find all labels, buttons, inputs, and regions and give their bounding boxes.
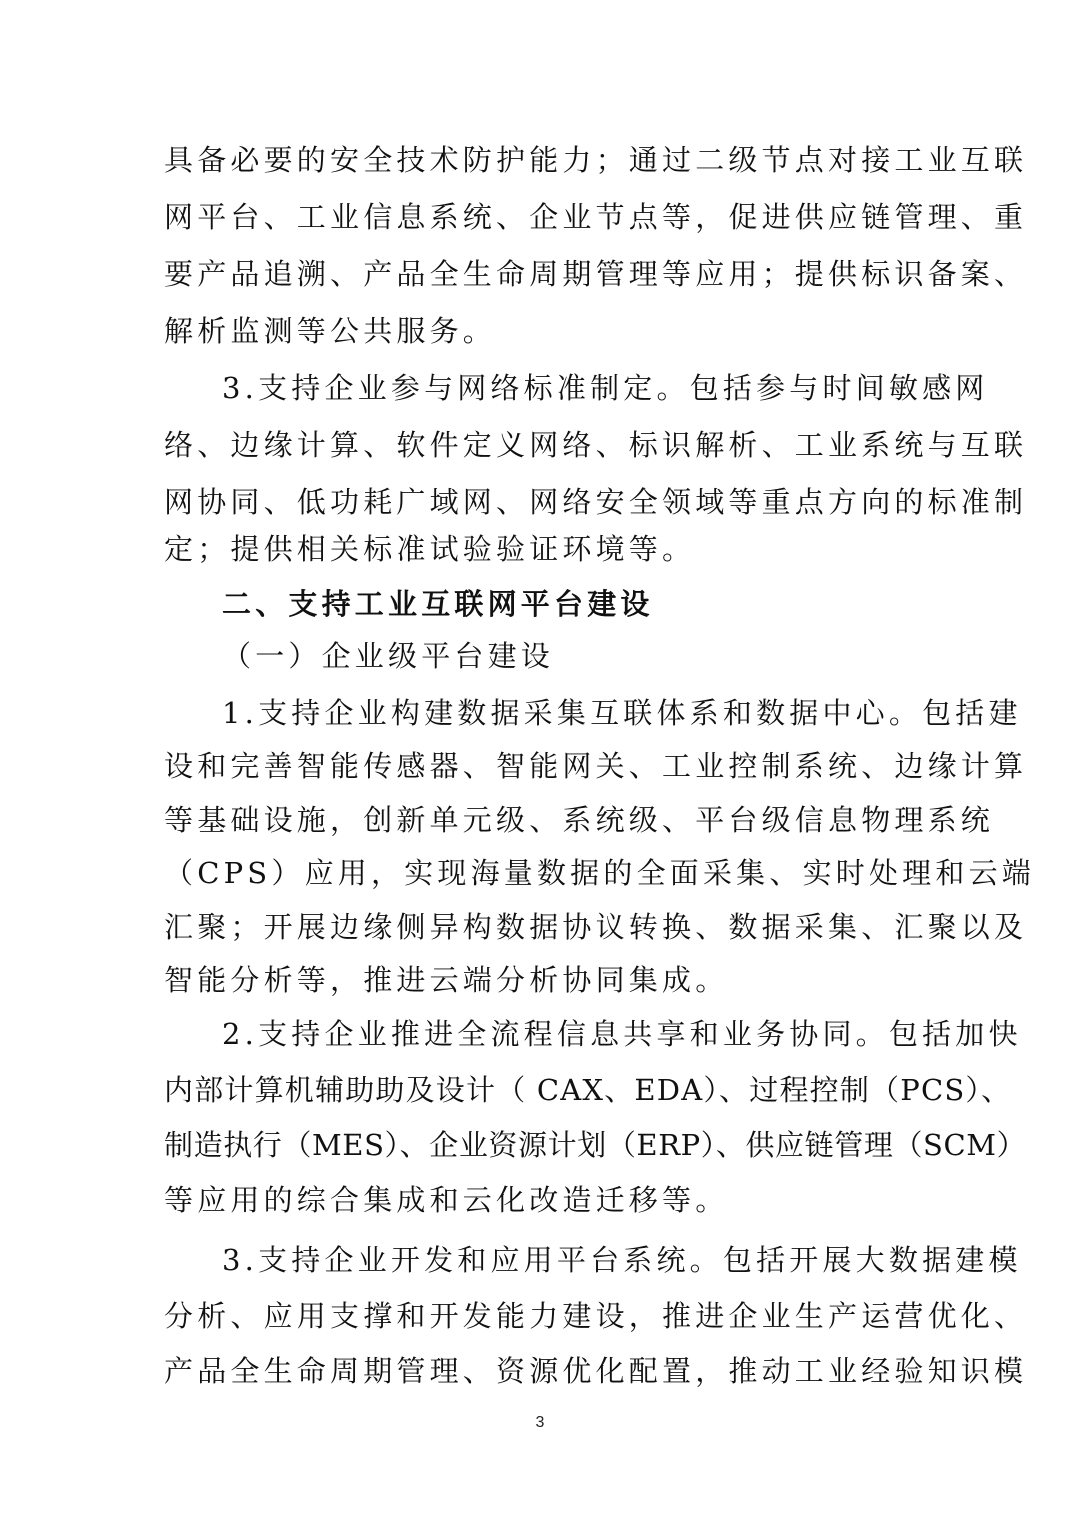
- text-line: 产品全生命周期管理、资源优化配置，推动工业经验知识模: [164, 1354, 1028, 1388]
- subsection-heading: （一）企业级平台建设: [222, 639, 555, 673]
- section-heading: 二、支持工业互联网平台建设: [222, 587, 654, 621]
- text-line: 分析、应用支撑和开发能力建设，推进企业生产运营优化、: [164, 1299, 1028, 1333]
- text-line: 络、边缘计算、软件定义网络、标识解析、工业系统与互联: [164, 428, 1028, 462]
- text-line: 定；提供相关标准试验验证环境等。: [164, 532, 696, 566]
- text-line: 汇聚；开展边缘侧异构数据协议转换、数据采集、汇聚以及: [164, 910, 1028, 944]
- text-line: 设和完善智能传感器、智能网关、工业控制系统、边缘计算: [164, 749, 1028, 783]
- paragraph-first-line: 1.支持企业构建数据采集互联体系和数据中心。包括建: [222, 696, 1022, 730]
- paragraph-first-line: 2.支持企业推进全流程信息共享和业务协同。包括加快: [222, 1017, 1022, 1051]
- text-line: 解析监测等公共服务。: [164, 314, 497, 348]
- text-line: 网平台、工业信息系统、企业节点等，促进供应链管理、重: [164, 200, 1028, 234]
- text-line: 智能分析等，推进云端分析协同集成。: [164, 963, 729, 997]
- text-line: 内部计算机辅助助及设计（ CAX、EDA）、过程控制（PCS）、: [164, 1073, 1012, 1107]
- page-number: 3: [535, 1414, 545, 1431]
- paragraph-first-line: 3.支持企业参与网络标准制定。包括参与时间敏感网: [222, 371, 989, 405]
- paragraph-first-line: 3.支持企业开发和应用平台系统。包括开展大数据建模: [222, 1243, 1022, 1277]
- text-line: （CPS）应用，实现海量数据的全面采集、实时处理和云端: [164, 856, 1035, 890]
- text-line: 制造执行（MES）、企业资源计划（ERP）、供应链管理（SCM）: [164, 1128, 1027, 1162]
- text-line: 等应用的综合集成和云化改造迁移等。: [164, 1183, 729, 1217]
- text-line: 具备必要的安全技术防护能力；通过二级节点对接工业互联: [164, 143, 1028, 177]
- text-line: 等基础设施，创新单元级、系统级、平台级信息物理系统: [164, 803, 995, 837]
- text-line: 要产品追溯、产品全生命周期管理等应用；提供标识备案、: [164, 257, 1028, 291]
- text-line: 网协同、低功耗广域网、网络安全领域等重点方向的标准制: [164, 485, 1028, 519]
